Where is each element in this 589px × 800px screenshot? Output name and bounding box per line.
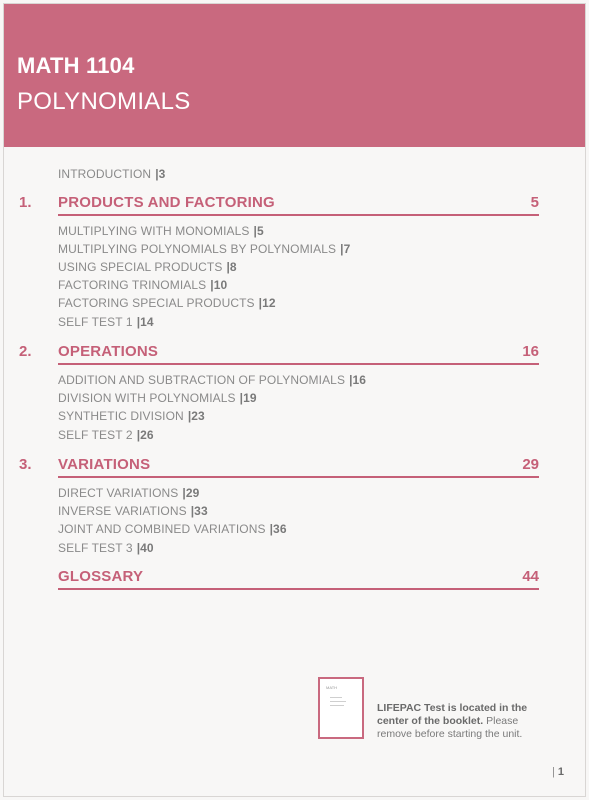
toc-item[interactable] xyxy=(58,278,227,292)
toc-item[interactable] xyxy=(58,409,205,423)
section-2-number: 2. xyxy=(19,343,32,360)
toc-item-page: |3 xyxy=(155,167,166,181)
toc-item-label: SYNTHETIC DIVISION xyxy=(58,409,184,423)
unit-title: POLYNOMIALS xyxy=(17,88,191,115)
toc-item-label: INVERSE VARIATIONS xyxy=(58,504,187,518)
toc-item-label: JOINT AND COMBINED VARIATIONS xyxy=(58,522,266,536)
toc-item[interactable] xyxy=(58,373,366,387)
note-text: Please remove before starting the unit. xyxy=(377,715,523,740)
section-2-rule xyxy=(58,363,539,365)
section-3-rule xyxy=(58,476,539,478)
section-1-title[interactable]: PRODUCTS AND FACTORING xyxy=(58,194,275,211)
section-1-number: 1. xyxy=(19,194,32,211)
toc-item-page: |29 xyxy=(182,486,200,500)
toc-item-label: INTRODUCTION xyxy=(58,167,152,181)
thumbnail-line xyxy=(330,705,344,706)
toc-item-page: |16 xyxy=(349,373,367,387)
note-bold-text: LIFEPAC Test is located in the center of the booklet. xyxy=(377,702,528,727)
thumbnail-line xyxy=(330,697,342,698)
toc-item[interactable] xyxy=(58,486,199,500)
section-2-title[interactable]: OPERATIONS xyxy=(58,343,159,360)
toc-item[interactable] xyxy=(58,260,237,274)
course-code: MATH 1104 xyxy=(17,53,135,78)
toc-item-page: |23 xyxy=(187,409,205,423)
toc-item[interactable] xyxy=(58,541,154,555)
toc-item-label: FACTORING SPECIAL PRODUCTS xyxy=(58,296,255,310)
lifepac-test-note xyxy=(377,702,547,741)
toc-item[interactable] xyxy=(58,296,276,310)
section-3-number: 3. xyxy=(19,456,32,473)
toc-item[interactable] xyxy=(58,315,154,329)
toc-item-page: |7 xyxy=(340,242,351,256)
toc-item-label: USING SPECIAL PRODUCTS xyxy=(58,260,223,274)
page-number-value: 1 xyxy=(557,766,564,778)
toc-item-label: DIRECT VARIATIONS xyxy=(58,486,179,500)
thumbnail-title: MATH xyxy=(326,685,338,690)
toc-item-page: |10 xyxy=(210,278,228,292)
toc-item-page: |26 xyxy=(136,428,154,442)
toc-item-label: MULTIPLYING POLYNOMIALS BY POLYNOMIALS xyxy=(58,242,337,256)
page-number xyxy=(552,766,564,778)
toc-item-label: SELF TEST 3 xyxy=(58,541,133,555)
thumbnail-line xyxy=(330,701,346,702)
section-2-page: 16 xyxy=(522,343,539,360)
toc-item-page: |19 xyxy=(239,391,257,405)
toc-item-label: SELF TEST 1 xyxy=(58,315,133,329)
section-3-title[interactable]: VARIATIONS xyxy=(58,456,151,473)
toc-item[interactable] xyxy=(58,391,257,405)
page-number-separator: | xyxy=(552,766,555,778)
toc-item-page: |36 xyxy=(269,522,287,536)
section-3-page: 29 xyxy=(522,456,539,473)
section-1-rule xyxy=(58,214,539,216)
toc-item-introduction[interactable] xyxy=(58,167,165,181)
toc-item[interactable] xyxy=(58,504,208,518)
toc-item-page: |12 xyxy=(258,296,276,310)
toc-item-page: |8 xyxy=(226,260,237,274)
toc-item[interactable] xyxy=(58,428,154,442)
section-1-page: 5 xyxy=(530,194,539,211)
toc-item-label: SELF TEST 2 xyxy=(58,428,133,442)
toc-item-label: MULTIPLYING WITH MONOMIALS xyxy=(58,224,250,238)
glossary-page: 44 xyxy=(522,568,539,585)
toc-item-page: |5 xyxy=(253,224,264,238)
toc-item-page: |33 xyxy=(190,504,208,518)
glossary-title[interactable]: GLOSSARY xyxy=(58,568,144,585)
test-booklet-thumbnail xyxy=(318,677,364,739)
toc-item-label: FACTORING TRINOMIALS xyxy=(58,278,207,292)
toc-item[interactable] xyxy=(58,522,287,536)
toc-item-label: ADDITION AND SUBTRACTION OF POLYNOMIALS xyxy=(58,373,346,387)
toc-item[interactable] xyxy=(58,242,350,256)
toc-item-page: |14 xyxy=(136,315,154,329)
toc-item-page: |40 xyxy=(136,541,154,555)
glossary-rule xyxy=(58,588,539,590)
toc-item[interactable] xyxy=(58,224,264,238)
toc-item-label: DIVISION WITH POLYNOMIALS xyxy=(58,391,236,405)
